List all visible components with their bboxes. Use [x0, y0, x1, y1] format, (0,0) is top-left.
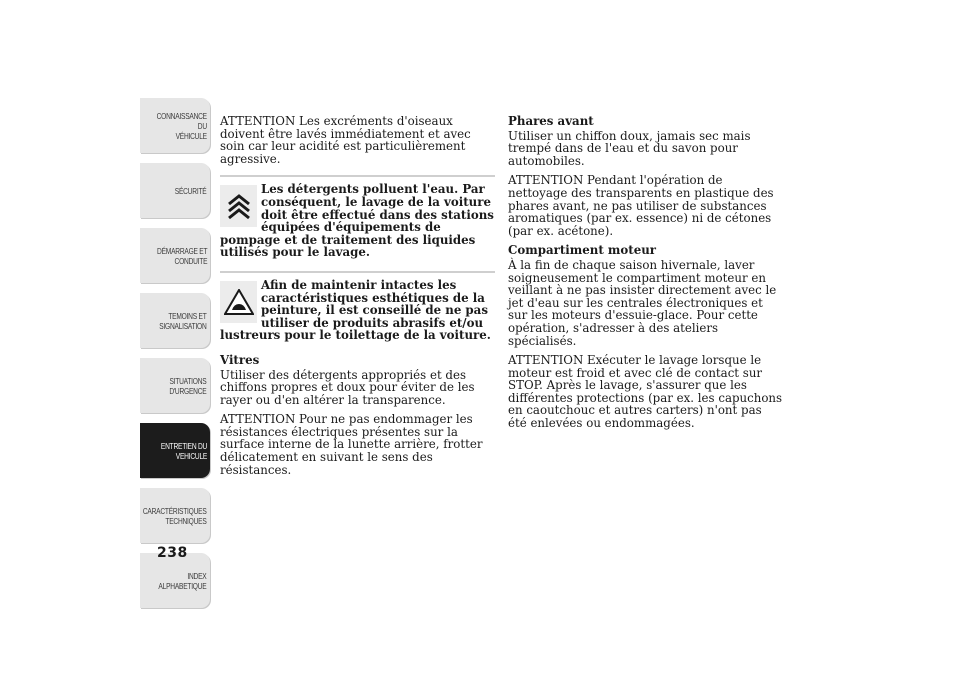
attention-paragraph: ATTENTION Exécuter le lavage lorsque le moteur est froid et avec clé de contact sur STOP. Après le lavage, s'assurer que les différentes protections (par ex. les capuchons en caoutchouc et autres carters) n'ont pas été enlevées ou endommagées.	[508, 353, 783, 431]
right-column	[508, 115, 783, 437]
tab-label: ENTRETIEN DU VEHICULE	[160, 440, 207, 461]
paint-warning-text: Afin de maintenir intactes les caractéristiques esthétiques de la peinture, il est conseillé de ne pas utiliser de produits abrasifs et/ou lustreurs pour le toilettage de la voiture.	[220, 277, 491, 343]
section-heading-vitres: Vitres	[220, 352, 260, 367]
tab-label: TEMOINS ET SIGNALISATION	[159, 310, 207, 331]
tab-label: DÉMARRAGE ET CONDUITE	[156, 245, 207, 266]
tab-label: INDEX ALPHABETIQUE	[158, 570, 207, 591]
vitres-paragraph: Utiliser des détergents appropriés et des chiffons propres et doux pour éviter de les rayer ou d'en altérer la transparence.	[220, 367, 475, 407]
attention-paragraph: ATTENTION Pour ne pas endommager les résistances électriques présentes sur la surface interne de la lunette arrière, frotter délicatement en suivant le sens des résistances.	[220, 412, 483, 477]
attention-paragraph: ATTENTION Pendant l'opération de nettoyage des transparents en plastique des phares avant, ne pas utiliser de substances aromatiques (par ex. essence) ni de cétones (par ex. acétone).	[508, 173, 774, 238]
warning-triangle-icon	[220, 281, 257, 323]
page-number: 238	[157, 545, 188, 561]
tab-entretien[interactable]	[140, 423, 210, 478]
tab-label: SÉCURITÉ	[175, 185, 207, 196]
tab-index[interactable]	[140, 553, 210, 608]
tab-demarrage[interactable]	[140, 228, 210, 283]
tab-temoins[interactable]	[140, 293, 210, 348]
tab-label: CARACTÉRISTIQUES TECHNIQUES	[143, 505, 207, 526]
tab-label: CONNAISSANCE DU VÉHICULE	[156, 110, 207, 141]
tab-situations[interactable]	[140, 358, 210, 413]
tab-connaissance[interactable]	[140, 98, 210, 153]
tab-label: SITUATIONS D'URGENCE	[169, 375, 207, 396]
section-heading-moteur: Compartiment moteur	[508, 243, 656, 258]
paint-warning	[220, 271, 495, 342]
section-heading-phares: Phares avant	[508, 114, 594, 128]
left-column	[220, 115, 495, 483]
tab-securite[interactable]	[140, 163, 210, 218]
environment-warning	[220, 175, 495, 259]
moteur-paragraph: À la fin de chaque saison hivernale, laver soigneusement le compartiment moteur en veillant à ne pas insister directement avec le jet d'eau sur les centrales électroniques et sur les moteurs d'essuie-glace. Pour cette opération, s'adresser à des ateliers spécialisés.	[508, 257, 777, 348]
environment-warning-text: Les détergents polluent l'eau. Par conséquent, le lavage de la voiture doit être effectué dans des stations équipées d'équipements de pompage et de traitement des liquides utilisés pour le lavage.	[220, 182, 494, 260]
environment-icon	[220, 185, 257, 227]
tab-caracteristiques[interactable]	[140, 488, 210, 543]
phares-paragraph: Utiliser un chiffon doux, jamais sec mais trempé dans de l'eau et du savon pour automobiles.	[508, 128, 751, 168]
attention-paragraph: ATTENTION Les excréments d'oiseaux doivent être lavés immédiatement et avec soin car leur acidité est particulièrement agressive.	[220, 114, 471, 166]
